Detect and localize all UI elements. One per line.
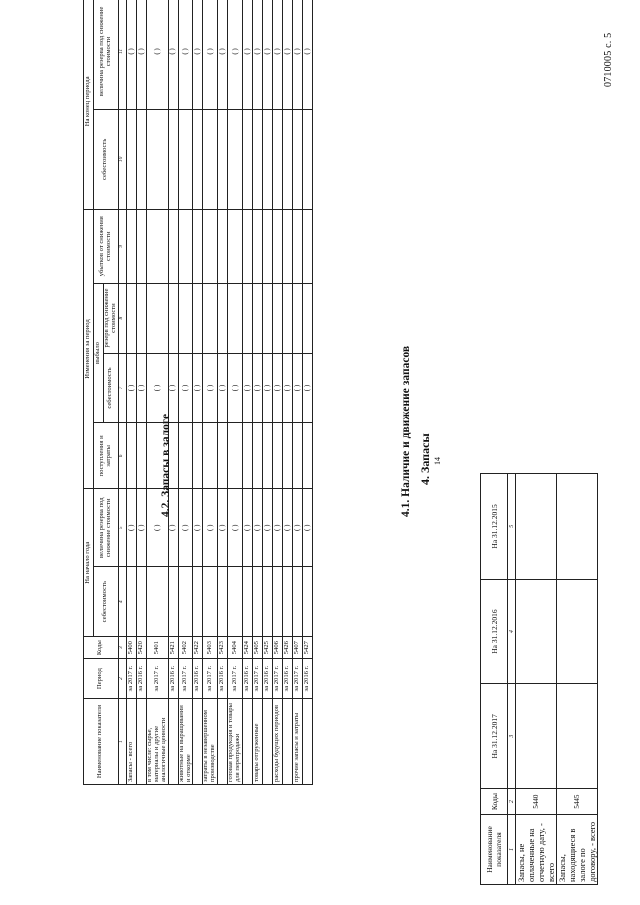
row-name: Запасы - всего: [126, 699, 136, 785]
row-code: 5424: [243, 637, 253, 659]
header-end: На конец периода: [84, 0, 94, 209]
inventory-movement-table: [83, 0, 313, 785]
col-number: 1: [118, 699, 126, 785]
value-cell: [273, 109, 283, 209]
col-number: 2: [118, 659, 126, 699]
bracket-value: ( ): [178, 489, 193, 567]
row-name: прочие запасы и затраты: [293, 699, 303, 785]
col-number: 3: [118, 637, 126, 659]
value-cell: [303, 209, 313, 283]
value-cell: [136, 423, 146, 489]
value-cell: [253, 109, 263, 209]
value-cell: [178, 209, 193, 283]
t2-header-date-2016: На 31.12.2016: [481, 579, 508, 684]
bracket-value: ( ): [203, 0, 218, 109]
value-cell: [193, 423, 203, 489]
col-number: 5: [118, 489, 126, 567]
row-name: [218, 699, 228, 785]
header-losses: убытков от снижения стоимости: [94, 209, 119, 283]
header-retired-reserve: резерв под снижение стоимости: [104, 283, 119, 353]
value-cell: [168, 283, 178, 353]
header-start-reserve: величина резерва под снижение стоимости: [94, 489, 119, 567]
value-cell: [146, 283, 168, 353]
bracket-value: ( ): [168, 489, 178, 567]
bracket-value: ( ): [218, 489, 228, 567]
bracket-value: ( ): [293, 0, 303, 109]
bracket-value: ( ): [136, 489, 146, 567]
value-cell: [293, 423, 303, 489]
value-cell: [283, 209, 293, 283]
row-name: товары отгруженные: [253, 699, 263, 785]
row-code: 5407: [293, 637, 303, 659]
bracket-value: ( ): [168, 0, 178, 109]
row-name: [243, 699, 253, 785]
value-cell: [293, 109, 303, 209]
bracket-value: ( ): [193, 489, 203, 567]
row-period: за 2017 г.: [203, 659, 218, 699]
value-cell: [126, 283, 136, 353]
t2-cell: [557, 474, 598, 580]
row-code: 5426: [283, 637, 293, 659]
value-cell: [136, 109, 146, 209]
value-cell: [193, 567, 203, 637]
header-code: Коды: [84, 637, 119, 659]
value-cell: [168, 567, 178, 637]
table-row: [293, 0, 303, 785]
value-cell: [178, 109, 193, 209]
value-cell: [293, 209, 303, 283]
row-period: за 2016 г.: [136, 659, 146, 699]
col-number: 4: [118, 567, 126, 637]
value-cell: [273, 567, 283, 637]
value-cell: [283, 283, 293, 353]
value-cell: [203, 283, 218, 353]
t2-cell: [557, 684, 598, 789]
value-cell: [218, 423, 228, 489]
table-row: [178, 0, 193, 785]
value-cell: [193, 283, 203, 353]
table-row: [243, 0, 253, 785]
bracket-value: ( ): [126, 0, 136, 109]
bracket-value: ( ): [146, 0, 168, 109]
value-cell: [243, 423, 253, 489]
row-name: затраты в незавершенном производстве: [203, 699, 218, 785]
header-period: Период: [84, 659, 119, 699]
value-cell: [293, 567, 303, 637]
value-cell: [218, 283, 228, 353]
value-cell: [263, 209, 273, 283]
row-period: за 2016 г.: [263, 659, 273, 699]
bracket-value: ( ): [193, 353, 203, 423]
value-cell: [228, 109, 243, 209]
row-name: [283, 699, 293, 785]
row-period: за 2016 г.: [243, 659, 253, 699]
t2-cell: [516, 684, 557, 789]
row-period: за 2016 г.: [303, 659, 313, 699]
value-cell: [168, 209, 178, 283]
bracket-value: ( ): [263, 0, 273, 109]
value-cell: [243, 283, 253, 353]
bracket-value: ( ): [243, 353, 253, 423]
value-cell: [303, 109, 313, 209]
header-start-cost: себестоимость: [94, 567, 119, 637]
row-name: [193, 699, 203, 785]
bracket-value: ( ): [293, 489, 303, 567]
bracket-value: ( ): [303, 489, 313, 567]
bracket-value: ( ): [228, 353, 243, 423]
value-cell: [228, 567, 243, 637]
bracket-value: ( ): [228, 0, 243, 109]
t2-row-name: Запасы, не оплаченные на отчетную дату, - всего: [516, 815, 557, 885]
bracket-value: ( ): [136, 353, 146, 423]
table-row: [283, 0, 293, 785]
value-cell: [136, 283, 146, 353]
bracket-value: ( ): [253, 353, 263, 423]
value-cell: [253, 567, 263, 637]
table-row: [168, 0, 178, 785]
table1-title: 4.1. Наличие и движение запасов: [400, 345, 412, 517]
value-cell: [263, 423, 273, 489]
value-cell: [283, 423, 293, 489]
bracket-value: ( ): [146, 353, 168, 423]
value-cell: [203, 209, 218, 283]
table-row: [146, 0, 168, 785]
header-end-reserve: величина резерва под снижение стоимости: [94, 0, 119, 109]
value-cell: [218, 567, 228, 637]
value-cell: [203, 567, 218, 637]
t2-col-number: 4: [508, 579, 516, 684]
value-cell: [178, 423, 193, 489]
value-cell: [228, 209, 243, 283]
header-retired: выбыло: [94, 283, 104, 423]
table2-title: 4.2. Запасы в залоге: [160, 413, 172, 517]
pledged-inventory-table: [480, 473, 598, 885]
value-cell: [273, 209, 283, 283]
bracket-value: ( ): [253, 0, 263, 109]
bracket-value: ( ): [126, 489, 136, 567]
table-row: [193, 0, 203, 785]
row-code: 5406: [273, 637, 283, 659]
value-cell: [253, 209, 263, 283]
row-code: 5403: [203, 637, 218, 659]
value-cell: [243, 109, 253, 209]
row-period: за 2017 г.: [273, 659, 283, 699]
value-cell: [283, 109, 293, 209]
col-number: 11: [118, 0, 126, 109]
table-row: [218, 0, 228, 785]
value-cell: [303, 423, 313, 489]
bracket-value: ( ): [218, 0, 228, 109]
value-cell: [263, 567, 273, 637]
row-period: за 2016 г.: [218, 659, 228, 699]
bracket-value: ( ): [283, 353, 293, 423]
t2-cell: [516, 579, 557, 684]
value-cell: [228, 283, 243, 353]
header-end-cost: себестоимость: [94, 109, 119, 209]
header-indicator: Наименование показателя: [84, 699, 119, 785]
table-row: [253, 0, 263, 785]
bracket-value: ( ): [218, 353, 228, 423]
value-cell: [136, 567, 146, 637]
row-period: за 2016 г.: [193, 659, 203, 699]
row-code: 5420: [136, 637, 146, 659]
value-cell: [126, 109, 136, 209]
row-period: за 2017 г.: [178, 659, 193, 699]
value-cell: [303, 283, 313, 353]
row-name: [136, 699, 146, 785]
value-cell: [146, 109, 168, 209]
value-cell: [178, 567, 193, 637]
row-name: в том числе: сырье, материалы и другие аналогичные ценности: [146, 699, 168, 785]
value-cell: [243, 209, 253, 283]
row-period: за 2017 г.: [293, 659, 303, 699]
value-cell: [193, 109, 203, 209]
row-period: за 2017 г.: [253, 659, 263, 699]
bracket-value: ( ): [228, 489, 243, 567]
value-cell: [126, 423, 136, 489]
row-code: 5421: [168, 637, 178, 659]
table-row: [136, 0, 146, 785]
bracket-value: ( ): [273, 489, 283, 567]
bracket-value: ( ): [136, 0, 146, 109]
row-code: 5402: [178, 637, 193, 659]
bracket-value: ( ): [243, 489, 253, 567]
value-cell: [203, 109, 218, 209]
t2-row-code: 5445: [557, 789, 598, 815]
t2-row-code: 5440: [516, 789, 557, 815]
t2-row-name: Запасы, находящиеся в залоге по договору, - всего: [557, 815, 598, 885]
row-period: за 2016 г.: [283, 659, 293, 699]
t2-header-date-2015: На 31.12.2015: [481, 474, 508, 580]
row-period: за 2017 г.: [228, 659, 243, 699]
table-row: [263, 0, 273, 785]
bracket-value: ( ): [263, 489, 273, 567]
t2-col-number: 5: [508, 474, 516, 580]
bracket-value: ( ): [253, 489, 263, 567]
bracket-value: ( ): [168, 353, 178, 423]
header-start: На начало года: [84, 489, 94, 637]
value-cell: [203, 423, 218, 489]
row-period: за 2016 г.: [168, 659, 178, 699]
col-number: 8: [118, 283, 126, 353]
value-cell: [303, 567, 313, 637]
t2-col-number: 1: [508, 815, 516, 885]
value-cell: [168, 109, 178, 209]
value-cell: [253, 283, 263, 353]
value-cell: [218, 209, 228, 283]
value-cell: [253, 423, 263, 489]
value-cell: [228, 423, 243, 489]
bracket-value: ( ): [178, 0, 193, 109]
t2-cell: [516, 474, 557, 580]
row-code: 5405: [253, 637, 263, 659]
header-receipts: поступления и затраты: [94, 423, 119, 489]
table-row: [126, 0, 136, 785]
form-code: 0710005 с. 5: [603, 32, 614, 87]
value-cell: [263, 283, 273, 353]
row-code: 5422: [193, 637, 203, 659]
bracket-value: ( ): [178, 353, 193, 423]
table-row: [203, 0, 218, 785]
row-name: [168, 699, 178, 785]
row-name: животные на выращивании и откорме: [178, 699, 193, 785]
bracket-value: ( ): [126, 353, 136, 423]
bracket-value: ( ): [273, 353, 283, 423]
value-cell: [283, 567, 293, 637]
col-number: 9: [118, 209, 126, 283]
col-number: 6: [118, 423, 126, 489]
bracket-value: ( ): [283, 0, 293, 109]
row-name: [263, 699, 273, 785]
bracket-value: ( ): [203, 489, 218, 567]
value-cell: [218, 109, 228, 209]
row-code: 5423: [218, 637, 228, 659]
bracket-value: ( ): [293, 353, 303, 423]
bracket-value: ( ): [243, 0, 253, 109]
inventory-rows: [126, 0, 312, 785]
row-code: 5401: [146, 637, 168, 659]
value-cell: [178, 283, 193, 353]
t2-header-code: Коды: [481, 789, 508, 815]
bracket-value: ( ): [146, 489, 168, 567]
row-name: расходы будущих периодов: [273, 699, 283, 785]
row-period: за 2017 г.: [126, 659, 136, 699]
bracket-value: ( ): [203, 353, 218, 423]
header-retired-cost: себестоимость: [104, 353, 119, 423]
section-title: 4. Запасы: [418, 433, 432, 485]
value-cell: [193, 209, 203, 283]
value-cell: [146, 567, 168, 637]
row-period: за 2017 г.: [146, 659, 168, 699]
header-changes: Изменения за период: [84, 209, 94, 489]
t2-col-number: 2: [508, 789, 516, 815]
bracket-value: ( ): [273, 0, 283, 109]
bracket-value: ( ): [303, 0, 313, 109]
row-name: готовая продукция и товары для перепродажи: [228, 699, 243, 785]
bracket-value: ( ): [283, 489, 293, 567]
value-cell: [243, 567, 253, 637]
bracket-value: ( ): [303, 353, 313, 423]
value-cell: [146, 209, 168, 283]
t2-header-indicator: Наименование показателя: [481, 815, 508, 885]
value-cell: [263, 109, 273, 209]
bracket-value: ( ): [263, 353, 273, 423]
value-cell: [273, 423, 283, 489]
value-cell: [126, 567, 136, 637]
row-name: [303, 699, 313, 785]
col-number: 7: [118, 353, 126, 423]
bracket-value: ( ): [193, 0, 203, 109]
value-cell: [126, 209, 136, 283]
value-cell: [273, 283, 283, 353]
table-row: [273, 0, 283, 785]
row-code: 5425: [263, 637, 273, 659]
t2-col-number: 3: [508, 684, 516, 789]
table-row: [228, 0, 243, 785]
t2-cell: [557, 579, 598, 684]
row-code: 5427: [303, 637, 313, 659]
t2-header-date-2017: На 31.12.2017: [481, 684, 508, 789]
page-number: 14: [433, 457, 442, 465]
value-cell: [136, 209, 146, 283]
row-code: 5400: [126, 637, 136, 659]
value-cell: [293, 283, 303, 353]
col-number: 10: [118, 109, 126, 209]
table-row: [303, 0, 313, 785]
row-code: 5404: [228, 637, 243, 659]
